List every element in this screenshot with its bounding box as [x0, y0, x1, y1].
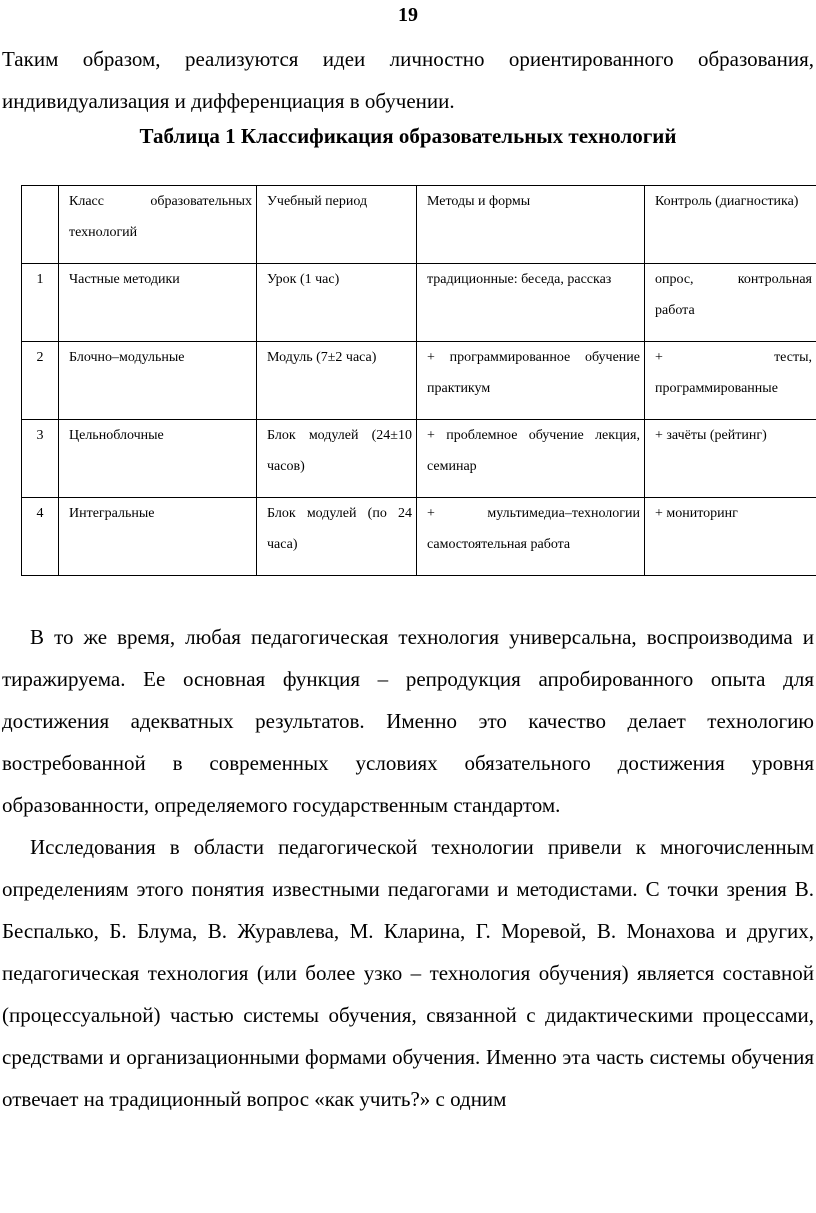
control-cell: + тесты, программированные: [645, 342, 816, 420]
table-row: [22, 342, 816, 420]
page-number: 19: [398, 4, 418, 26]
classification-table: [21, 185, 816, 576]
period-cell: Блок модулей (24±10 часов): [257, 420, 417, 498]
control-cell: + мониторинг: [645, 498, 816, 576]
row-number-cell: 2: [22, 342, 59, 420]
class-cell: Интегральные: [59, 498, 257, 576]
period-cell: Урок (1 час): [257, 264, 417, 342]
class-cell: Цельноблочные: [59, 420, 257, 498]
table-row: [22, 420, 816, 498]
period-cell: Блок модулей (по 24 часа): [257, 498, 417, 576]
row-number-cell: 3: [22, 420, 59, 498]
body-paragraph: В то же время, любая педагогическая технология универсальна, воспроизводима и тиражируема. Ее основная функция – репродукция апробированного опыта для достижения адекватных результатов. Именно это качество делает технологию востребованной в современных условиях обязательного достижения уровня образованности, определяемого государственным стандартом.: [2, 625, 814, 817]
table-row: [22, 498, 816, 576]
row-number-cell: 4: [22, 498, 59, 576]
table-header-row: [22, 186, 816, 264]
table-title: Таблица 1 Классификация образовательных технологий: [139, 124, 677, 148]
methods-cell: + проблемное обучение лекция, семинар: [417, 420, 645, 498]
class-cell: Блочно–модульные: [59, 342, 257, 420]
header-cell-period: Учебный период: [257, 186, 417, 264]
control-cell: + зачёты (рейтинг): [645, 420, 816, 498]
period-cell: Модуль (7±2 часа): [257, 342, 417, 420]
header-cell-control: Контроль (диагностика): [645, 186, 816, 264]
header-cell-class: Класс образовательных технологий: [59, 186, 257, 264]
methods-cell: + мультимедиа–технологии самостоятельная работа: [417, 498, 645, 576]
header-cell-methods: Методы и формы: [417, 186, 645, 264]
methods-cell: + программированное обучение практикум: [417, 342, 645, 420]
table-row: [22, 264, 816, 342]
body-text: [2, 616, 814, 1120]
intro-paragraph: Таким образом, реализуются идеи личностно ориентированного образования, индивидуализация и дифференциация в обучении.: [2, 47, 814, 113]
row-number-cell: 1: [22, 264, 59, 342]
header-cell-number: [22, 186, 59, 264]
class-cell: Частные методики: [59, 264, 257, 342]
control-cell: опрос, контрольная работа: [645, 264, 816, 342]
body-paragraph: Исследования в области педагогической технологии привели к многочисленным определениям этого понятия известными педагогами и методистами. С точки зрения В. Беспалько, Б. Блума, В. Журавлева, М. Кларина, Г. Моревой, В. Монахова и других, педагогическая технология (или более узко – технология обучения) является составной (процессуальной) частью системы обучения, связанной с дидактическими процессами, средствами и организационными формами обучения. Именно эта часть системы обучения отвечает на традиционный вопрос «как учить?» с одним: [2, 835, 814, 1111]
methods-cell: традиционные: беседа, рассказ: [417, 264, 645, 342]
